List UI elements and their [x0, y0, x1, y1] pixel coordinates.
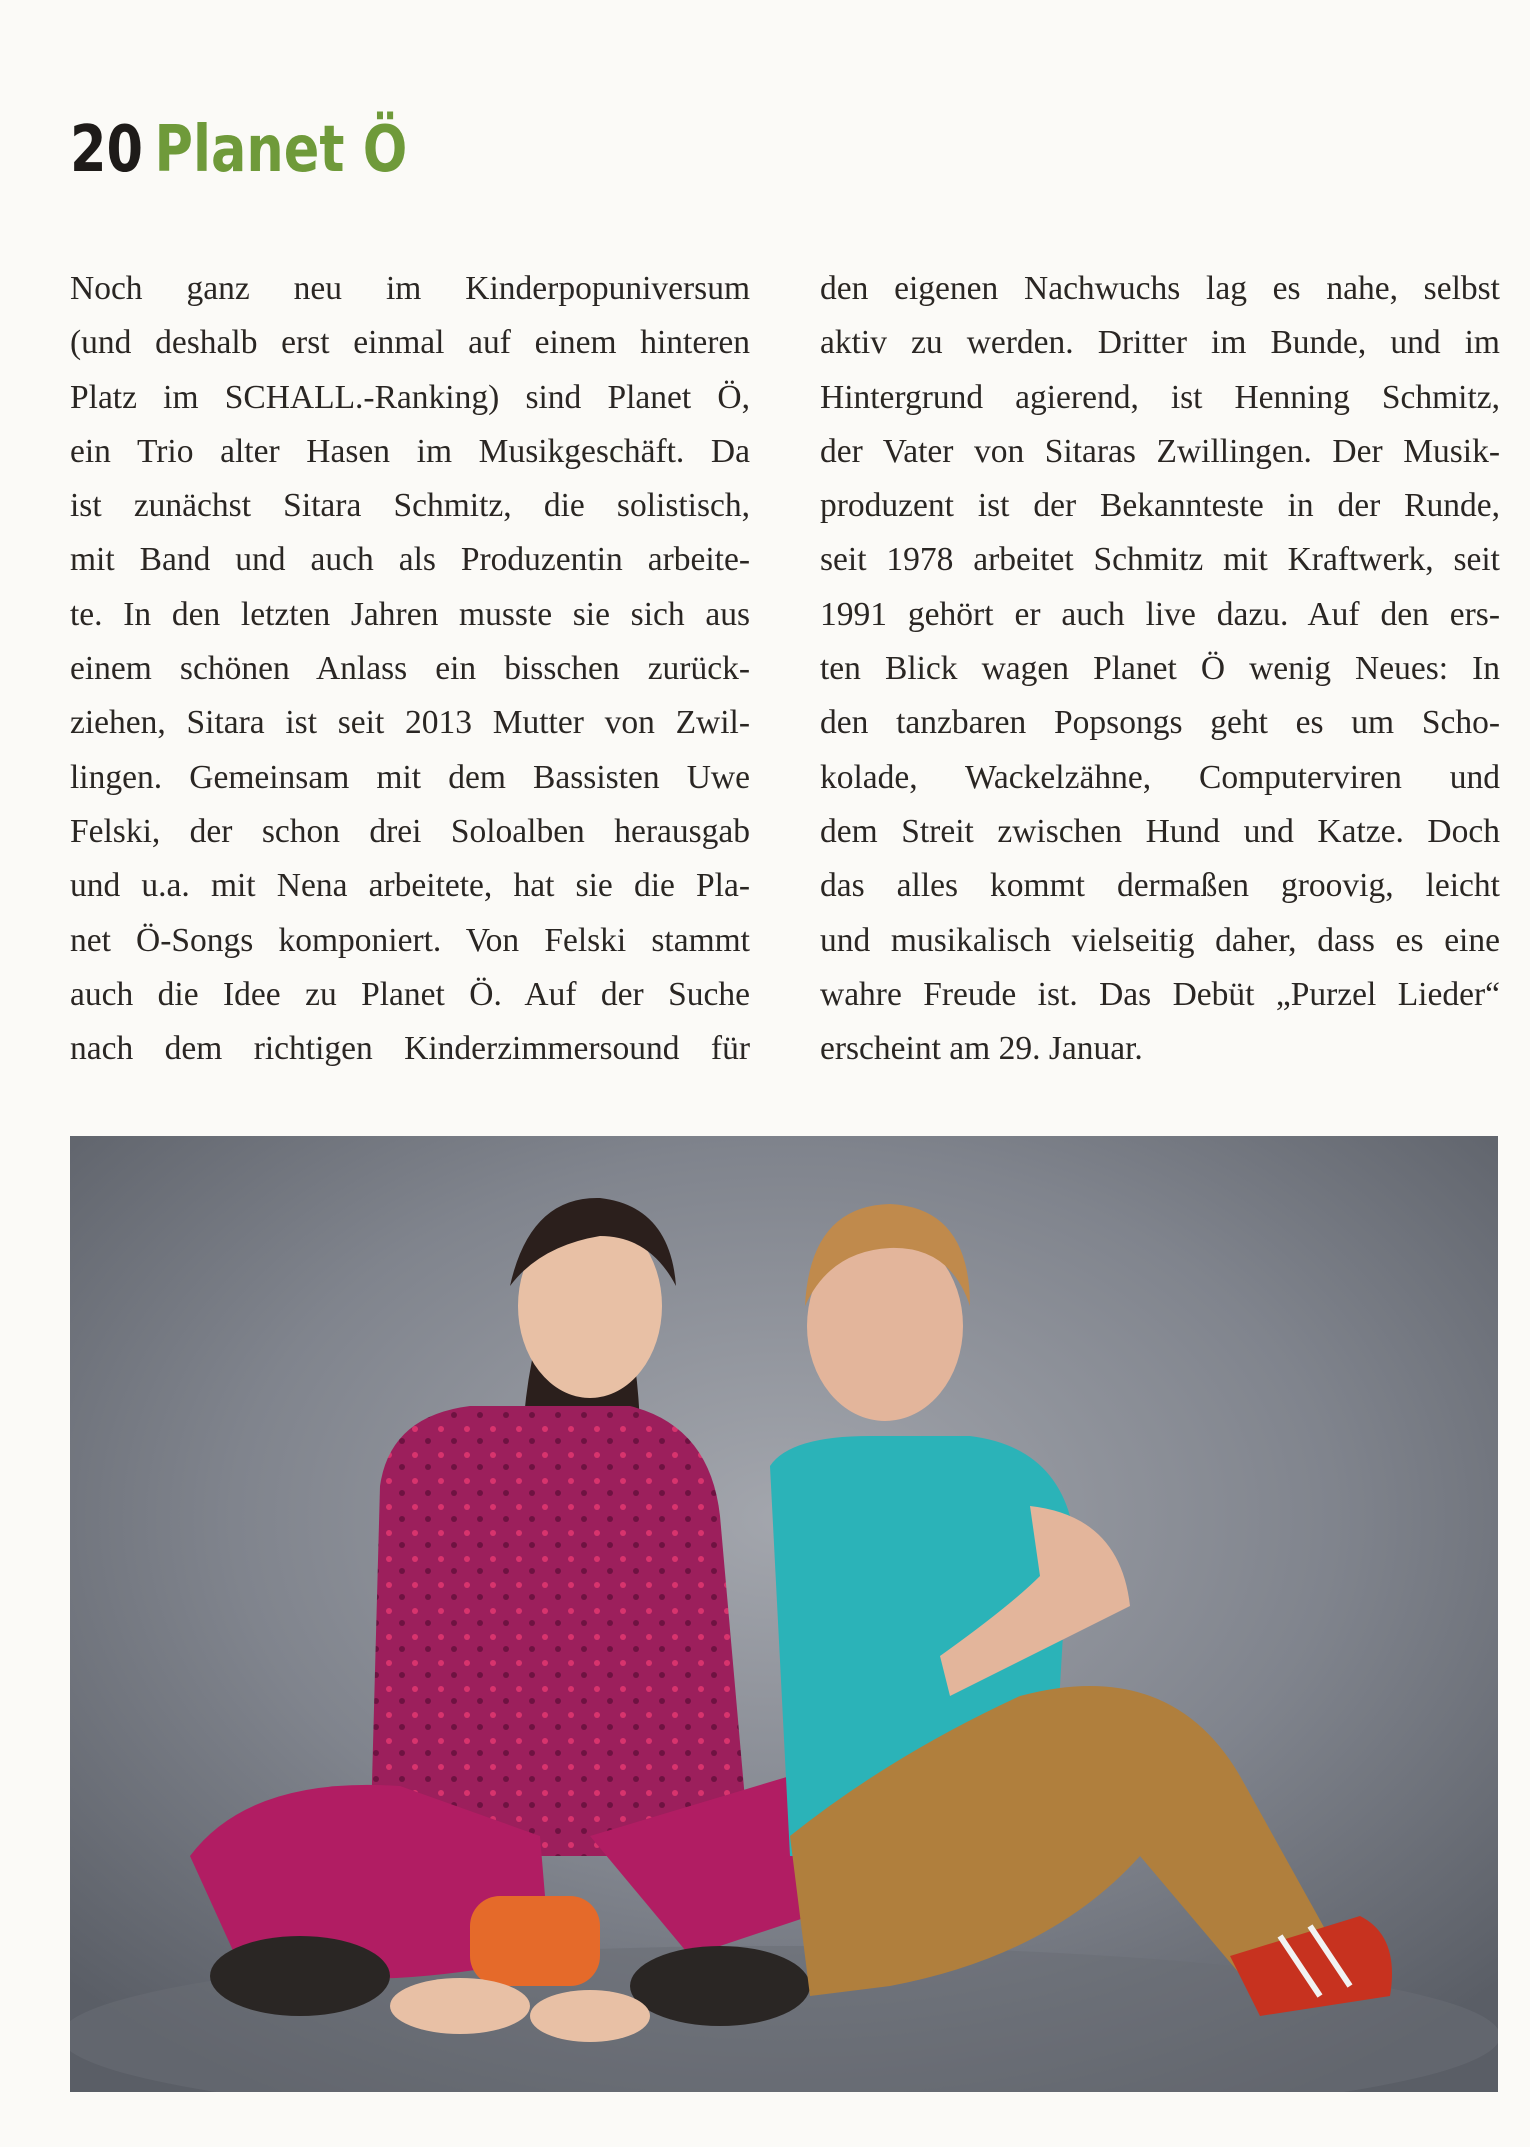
- text-line: und u.a. mit Nena arbeitete, hat sie die Pla-: [70, 867, 750, 905]
- text-line: ist zunächst Sitara Schmitz, die solistisch,: [70, 487, 750, 525]
- article-column-right: [820, 262, 1500, 1076]
- text-line: der Vater von Sitaras Zwillingen. Der Musik-: [820, 432, 1500, 470]
- article-title: Planet Ö: [154, 113, 408, 187]
- page-heading: [70, 113, 408, 187]
- text-line: ten Blick wagen Planet Ö wenig Neues: In: [820, 650, 1500, 688]
- text-line: net Ö-Songs komponiert. Von Felski stammt: [70, 921, 750, 959]
- text-line: (und deshalb erst einmal auf einem hinteren: [70, 324, 750, 362]
- page-number: 20: [70, 113, 144, 187]
- text-line: wahre Freude ist. Das Debüt „Purzel Lieder“: [820, 975, 1500, 1013]
- text-line: das alles kommt dermaßen groovig, leicht: [820, 867, 1500, 905]
- band-photo: [70, 1136, 1498, 2092]
- text-line: lingen. Gemeinsam mit dem Bassisten Uwe: [70, 758, 750, 796]
- text-line: den tanzbaren Popsongs geht es um Scho-: [820, 704, 1500, 742]
- text-line: dem Streit zwischen Hund und Katze. Doch: [820, 812, 1500, 850]
- text-line: Hintergrund agierend, ist Henning Schmitz,: [820, 378, 1500, 416]
- band-photo-illustration: [70, 1136, 1498, 2092]
- text-line: ziehen, Sitara ist seit 2013 Mutter von Zwil-: [70, 704, 750, 742]
- text-line: Felski, der schon drei Soloalben herausgab: [70, 812, 750, 850]
- text-line: te. In den letzten Jahren musste sie sich aus: [70, 595, 750, 633]
- text-line: nach dem richtigen Kinderzimmersound für: [70, 1030, 750, 1068]
- text-line: den eigenen Nachwuchs lag es nahe, selbst: [820, 270, 1500, 307]
- text-line: ein Trio alter Hasen im Musikgeschäft. Da: [70, 432, 750, 470]
- text-line: einem schönen Anlass ein bisschen zurück-: [70, 650, 750, 688]
- text-line: Noch ganz neu im Kinderpopuniversum: [70, 270, 750, 307]
- text-line: 1991 gehört er auch live dazu. Auf den ers-: [820, 595, 1500, 633]
- text-line: kolade, Wackelzähne, Computerviren und: [820, 758, 1500, 796]
- article-column-left: [70, 262, 750, 1076]
- text-line: seit 1978 arbeitet Schmitz mit Kraftwerk, seit: [820, 541, 1500, 579]
- text-line: auch die Idee zu Planet Ö. Auf der Suche: [70, 975, 750, 1013]
- text-line: erscheint am 29. Januar.: [820, 1030, 1143, 1068]
- text-line: Platz im SCHALL.-Ranking) sind Planet Ö,: [70, 378, 750, 416]
- text-line: und musikalisch vielseitig daher, dass es eine: [820, 921, 1500, 959]
- text-line: mit Band und auch als Produzentin arbeite-: [70, 541, 750, 579]
- text-line: aktiv zu werden. Dritter im Bunde, und im: [820, 324, 1500, 362]
- text-line: produzent ist der Bekannteste in der Runde,: [820, 487, 1500, 525]
